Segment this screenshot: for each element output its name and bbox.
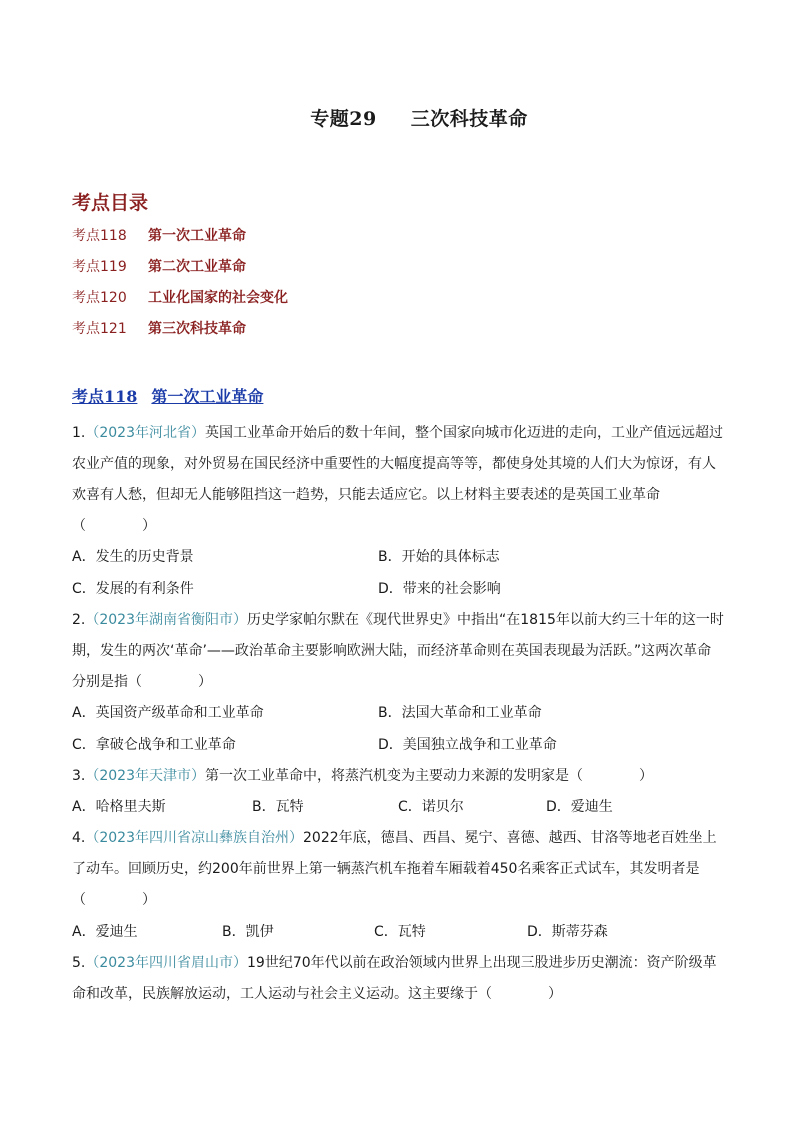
- option-a[interactable]: A．发生的历史背景: [72, 549, 194, 565]
- toc-item-number: 考点119: [72, 259, 127, 275]
- question-text: 2022年底，德昌、西昌、冕宁、喜德、越西、甘洛等地老百姓坐上了动车。回顾历史，约200年前世界上第一辆蒸汽机车拖着车厢载着450名乘客正式试车，其发明者是（ ）: [72, 830, 717, 908]
- option-a[interactable]: A．哈格里夫斯: [72, 799, 166, 815]
- toc-item-name: 工业化国家的社会变化: [148, 290, 288, 306]
- section-heading: [72, 384, 263, 407]
- options-row: [72, 574, 724, 605]
- options-row: [72, 730, 724, 761]
- option-d[interactable]: D．爱迪生: [546, 799, 613, 815]
- question-1: [72, 418, 724, 542]
- options-row: [72, 917, 724, 948]
- option-d[interactable]: D．斯蒂芬森: [527, 924, 608, 940]
- question-text: 第一次工业革命中，将蒸汽机变为主要动力来源的发明家是（ ）: [205, 768, 653, 784]
- question-number: 3.: [72, 768, 86, 784]
- option-b[interactable]: B．瓦特: [252, 799, 304, 815]
- toc-item[interactable]: [72, 319, 288, 350]
- page-title: [0, 104, 794, 131]
- options-row: [72, 698, 724, 729]
- option-c[interactable]: C．瓦特: [374, 924, 426, 940]
- option-a[interactable]: A．爱迪生: [72, 924, 138, 940]
- option-b[interactable]: B．凯伊: [222, 924, 274, 940]
- title-main: 三次科技革命: [410, 108, 528, 130]
- option-b[interactable]: B．法国大革命和工业革命: [378, 705, 542, 721]
- question-text: 历史学家帕尔默在《现代世界史》中指出“在1815年以前大约三十年的这一时期，发生的两次‘革命’——政治革命主要影响欧洲大陆，而经济革命则在英国表现最为活跃。”这两次革命分别是指（ ）: [72, 612, 724, 690]
- option-d[interactable]: D．美国独立战争和工业革命: [378, 737, 557, 753]
- question-text: 19世纪70年代以前在政治领域内世界上出现三股进步历史潮流：资产阶级革命和改革，民族解放运动，工人运动与社会主义运动。这主要缘于（ ）: [72, 955, 717, 1002]
- toc-item[interactable]: [72, 226, 288, 257]
- question-5: [72, 948, 724, 1010]
- option-b[interactable]: B．开始的具体标志: [378, 549, 500, 565]
- toc-list: [72, 226, 288, 350]
- question-text: 英国工业革命开始后的数十年间，整个国家向城市化迈进的走向，工业产值远远超过农业产值的现象，对外贸易在国民经济中重要性的大幅度提高等等，都使身处其境的人们大为惊讶，有人欢喜有人愁，但却无人能够阻挡这一趋势，只能去适应它。以上材料主要表述的是英国工业革命（ ）: [72, 425, 723, 534]
- question-source: （2023年河北省）: [85, 425, 205, 441]
- question-source: （2023年天津市）: [85, 768, 205, 784]
- question-source: （2023年湖南省衡阳市）: [85, 612, 247, 628]
- toc-item-number: 考点121: [72, 321, 127, 337]
- toc-item[interactable]: [72, 288, 288, 319]
- toc-item[interactable]: [72, 257, 288, 288]
- question-number: 2.: [72, 612, 86, 628]
- section-number: 考点118: [72, 387, 138, 406]
- option-c[interactable]: C．发展的有利条件: [72, 581, 194, 597]
- options-row: [72, 542, 724, 573]
- toc-item-name: 第三次科技革命: [148, 321, 246, 337]
- toc-item-name: 第二次工业革命: [148, 259, 246, 275]
- toc-item-name: 第一次工业革命: [148, 228, 246, 244]
- option-c[interactable]: C．诺贝尔: [398, 799, 464, 815]
- question-3: [72, 761, 724, 792]
- question-source: （2023年四川省凉山彝族自治州）: [85, 830, 303, 846]
- question-4: [72, 823, 724, 916]
- question-number: 5.: [72, 955, 86, 971]
- options-row: [72, 792, 724, 823]
- section-name: 第一次工业革命: [151, 387, 264, 406]
- toc-heading: 考点目录: [72, 192, 149, 214]
- title-prefix: 专题29: [310, 108, 377, 130]
- question-2: [72, 605, 724, 698]
- toc-item-number: 考点120: [72, 290, 127, 306]
- question-source: （2023年四川省眉山市）: [85, 955, 247, 971]
- option-d[interactable]: D．带来的社会影响: [378, 581, 501, 597]
- toc-item-number: 考点118: [72, 228, 127, 244]
- question-number: 1.: [72, 425, 86, 441]
- option-c[interactable]: C．拿破仑战争和工业革命: [72, 737, 236, 753]
- option-a[interactable]: A．英国资产级革命和工业革命: [72, 705, 264, 721]
- question-number: 4.: [72, 830, 86, 846]
